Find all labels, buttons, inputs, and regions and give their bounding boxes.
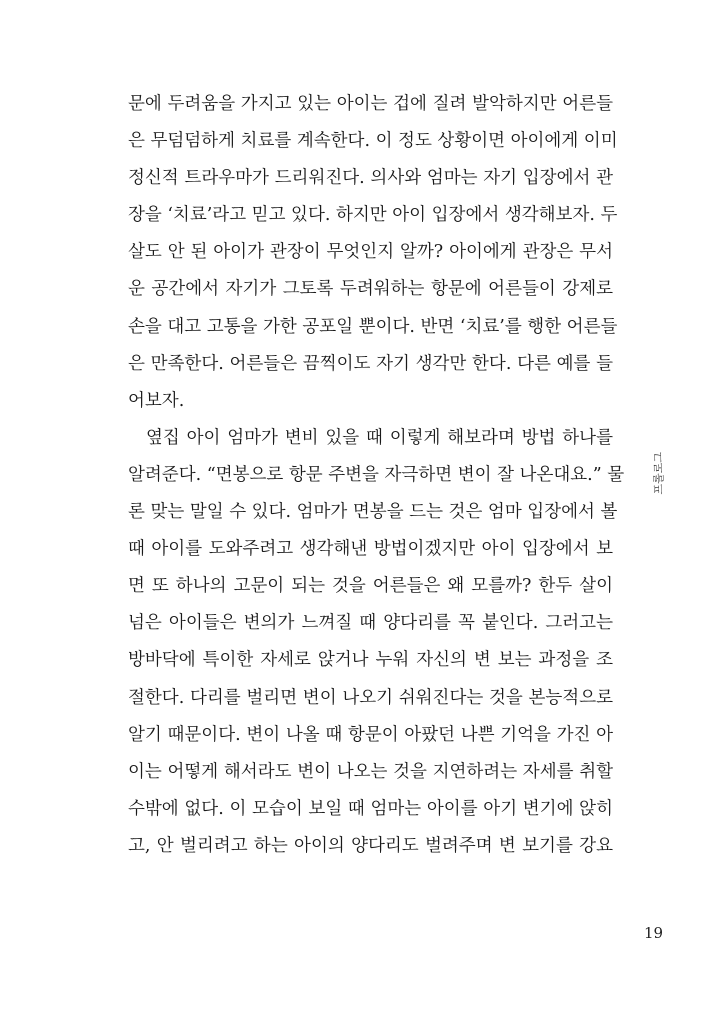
text-line: 수밖에 없다. 이 모습이 보일 때 엄마는 아이를 아기 변기에 앉히 — [128, 798, 613, 819]
text-line: 은 만족한다. 어른들은 끔찍이도 자기 생각만 한다. 다른 예를 들 — [128, 353, 613, 374]
text-line: 고, 안 벌리려고 하는 아이의 양다리도 벌려주며 변 보기를 강요 — [128, 835, 613, 856]
text-line: 살도 안 된 아이가 관장이 무엇인지 알까? 아이에게 관장은 무서 — [128, 242, 613, 263]
text-line: 알기 때문이다. 변이 나올 때 항문이 아팠던 나쁜 기억을 가진 아 — [128, 724, 613, 745]
text-line: 면 또 하나의 고문이 되는 것을 어른들은 왜 모를까? 한두 살이 — [128, 576, 613, 597]
text-line: 넘은 아이들은 변의가 느껴질 때 양다리를 꼭 붙인다. 그러고는 — [128, 613, 613, 634]
chapter-side-tab: 프롤로그 — [652, 452, 665, 495]
text-line: 손을 대고 고통을 가한 공포일 뿐이다. 반면 ‘치료’를 행한 어른들 — [128, 316, 618, 337]
text-line: 어보자. — [128, 390, 185, 411]
text-line: 옆집 아이 엄마가 변비 있을 때 이렇게 해보라며 방법 하나를 — [146, 427, 613, 448]
text-line: 문에 두려움을 가지고 있는 아이는 겁에 질려 발악하지만 어른들 — [128, 94, 613, 114]
text-line: 운 공간에서 자기가 그토록 두려워하는 항문에 어른들이 강제로 — [128, 279, 613, 300]
text-line: 이는 어떻게 해서라도 변이 나오는 것을 지연하려는 자세를 취할 — [128, 761, 613, 782]
text-line: 절한다. 다리를 벌리면 변이 나오기 쉬워진다는 것을 본능적으로 — [128, 687, 613, 708]
body-text — [128, 86, 625, 865]
text-line: 론 맞는 말일 수 있다. 엄마가 면봉을 드는 것은 엄마 입장에서 볼 — [128, 502, 618, 523]
text-line: 알려준다. “면봉으로 항문 주변을 자극하면 변이 잘 나온대요.” 물 — [128, 464, 625, 485]
text-line: 은 무덤덤하게 치료를 계속한다. 이 정도 상황이면 아이에게 이미 — [128, 131, 618, 152]
page-number: 19 — [644, 924, 664, 942]
text-line: 때 아이를 도와주려고 생각해낸 방법이겠지만 아이 입장에서 보 — [128, 539, 613, 560]
text-line: 방바닥에 특이한 자세로 앉거나 누워 자신의 변 보는 과정을 조 — [128, 650, 613, 671]
text-line: 정신적 트라우마가 드리워진다. 의사와 엄마는 자기 입장에서 관 — [128, 168, 613, 189]
text-line: 장을 ‘치료’라고 믿고 있다. 하지만 아이 입장에서 생각해보자. 두 — [128, 205, 618, 226]
